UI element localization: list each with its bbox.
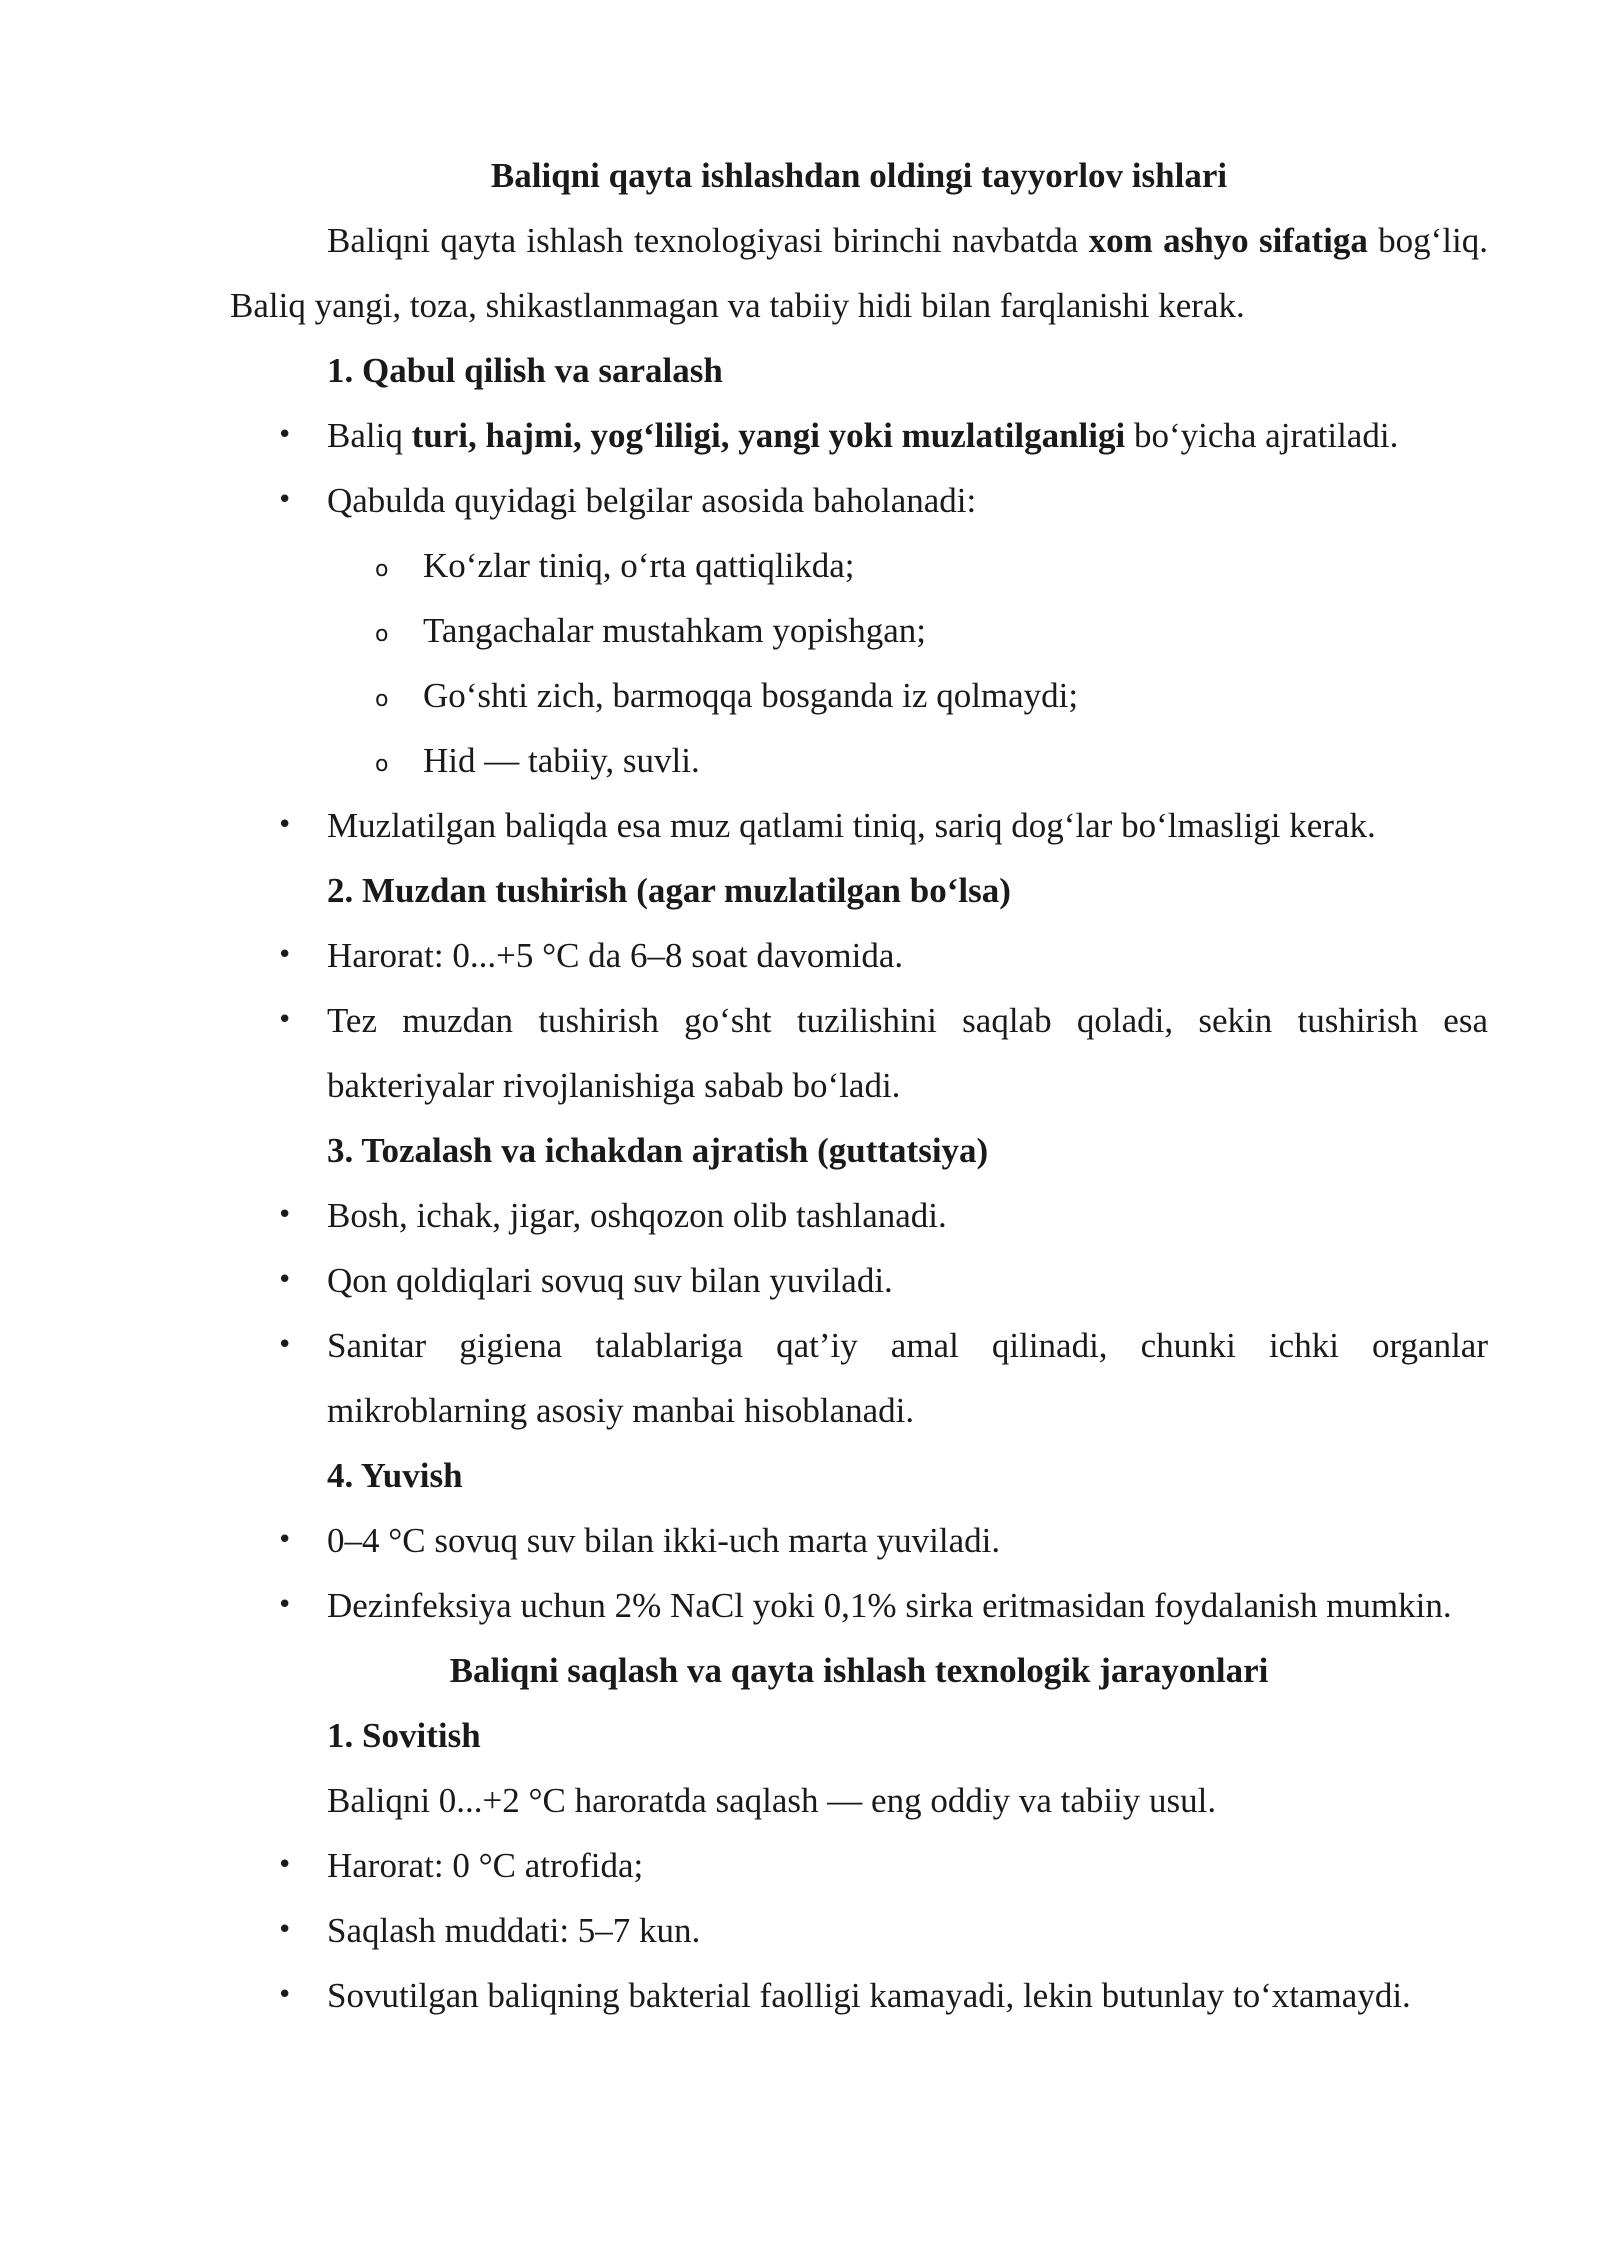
section-4-bullet-2: • Dezinfeksiya uchun 2% NaCl yoki 0,1% sirka eritmasidan foydalanish mumkin. xyxy=(230,1573,1488,1638)
section-2-bullet-1: • Harorat: 0...+5 °C da 6–8 soat davomida. xyxy=(230,923,1488,988)
section-2-title: 2. Muzdan tushirish (agar muzlatilgan bo‘lsa) xyxy=(327,871,1011,910)
process-1-bullet-1: • Harorat: 0 °C atrofida; xyxy=(230,1833,1488,1898)
heading-storage: Baliqni saqlash va qayta ishlash texnologik jarayonlari xyxy=(449,1651,1269,1690)
section-1-bullet-1 xyxy=(230,403,1488,468)
bullet-text-post: bo‘yicha ajratiladi. xyxy=(1125,416,1399,455)
section-1-sub-bullet-1: o Ko‘zlar tiniq, o‘rta qattiqlikda; xyxy=(230,533,1488,598)
section-1-title: 1. Qabul qilish va saralash xyxy=(327,351,723,390)
section-3-bullet-2: • Qon qoldiqlari sovuq suv bilan yuviladi. xyxy=(230,1248,1488,1313)
process-1-title: 1. Sovitish xyxy=(327,1716,481,1755)
section-3-title: 3. Tozalash va ichakdan ajratish (guttatsiya) xyxy=(327,1131,989,1170)
section-3-bullet-3: • Sanitar gigiena talablariga qat’iy amal qilinadi, chunki ichki organlar mikroblarning asosiy manbai hisoblanadi. xyxy=(230,1313,1488,1443)
process-1-bullet-2: • Saqlash muddati: 5–7 kun. xyxy=(230,1898,1488,1963)
section-1-sub-bullet-4: o Hid — tabiiy, suvli. xyxy=(230,728,1488,793)
section-4-title: 4. Yuvish xyxy=(327,1456,463,1495)
bullet-text-bold: turi, hajmi, yog‘liligi, yangi yoki muzlatilganligi xyxy=(411,416,1126,455)
section-2-bullet-2: • Tez muzdan tushirish go‘sht tuzilishini saqlab qoladi, sekin tushirish esa bakteriyalar rivojlanishiga sabab bo‘ladi. xyxy=(230,988,1488,1118)
intro-paragraph xyxy=(230,208,1488,338)
section-1-bullet-3: • Muzlatilgan baliqda esa muz qatlami tiniq, sariq dog‘lar bo‘lmasligi kerak. xyxy=(230,793,1488,858)
intro-bold: xom ashyo sifatiga xyxy=(1088,221,1368,260)
section-1-sub-bullet-2: o Tangachalar mustahkam yopishgan; xyxy=(230,598,1488,663)
process-1-text: Baliqni 0...+2 °C haroratda saqlash — eng oddiy va tabiiy usul. xyxy=(327,1781,1217,1820)
section-3-bullet-1: • Bosh, ichak, jigar, oshqozon olib tashlanadi. xyxy=(230,1183,1488,1248)
section-1-bullet-2: • Qabulda quyidagi belgilar asosida baholanadi: xyxy=(230,468,1488,533)
section-1-sub-bullet-3: o Go‘shti zich, barmoqqa bosganda iz qolmaydi; xyxy=(230,663,1488,728)
heading-preparation: Baliqni qayta ishlashdan oldingi tayyorlov ishlari xyxy=(490,156,1228,195)
bullet-text-pre: Baliq xyxy=(327,416,412,455)
intro-text-2: bog‘liq. Baliq yangi, toza, shikastlanmagan va tabiiy hidi bilan farqlanishi kerak. xyxy=(230,221,1488,325)
intro-text-1: Baliqni qayta ishlash texnologiyasi birinchi navbatda xyxy=(327,221,1089,260)
document-body xyxy=(230,143,1488,2028)
process-1-bullet-3: • Sovutilgan baliqning bakterial faolligi kamayadi, lekin butunlay to‘xtamaydi. xyxy=(230,1963,1488,2028)
section-4-bullet-1: • 0–4 °C sovuq suv bilan ikki-uch marta yuviladi. xyxy=(230,1508,1488,1573)
